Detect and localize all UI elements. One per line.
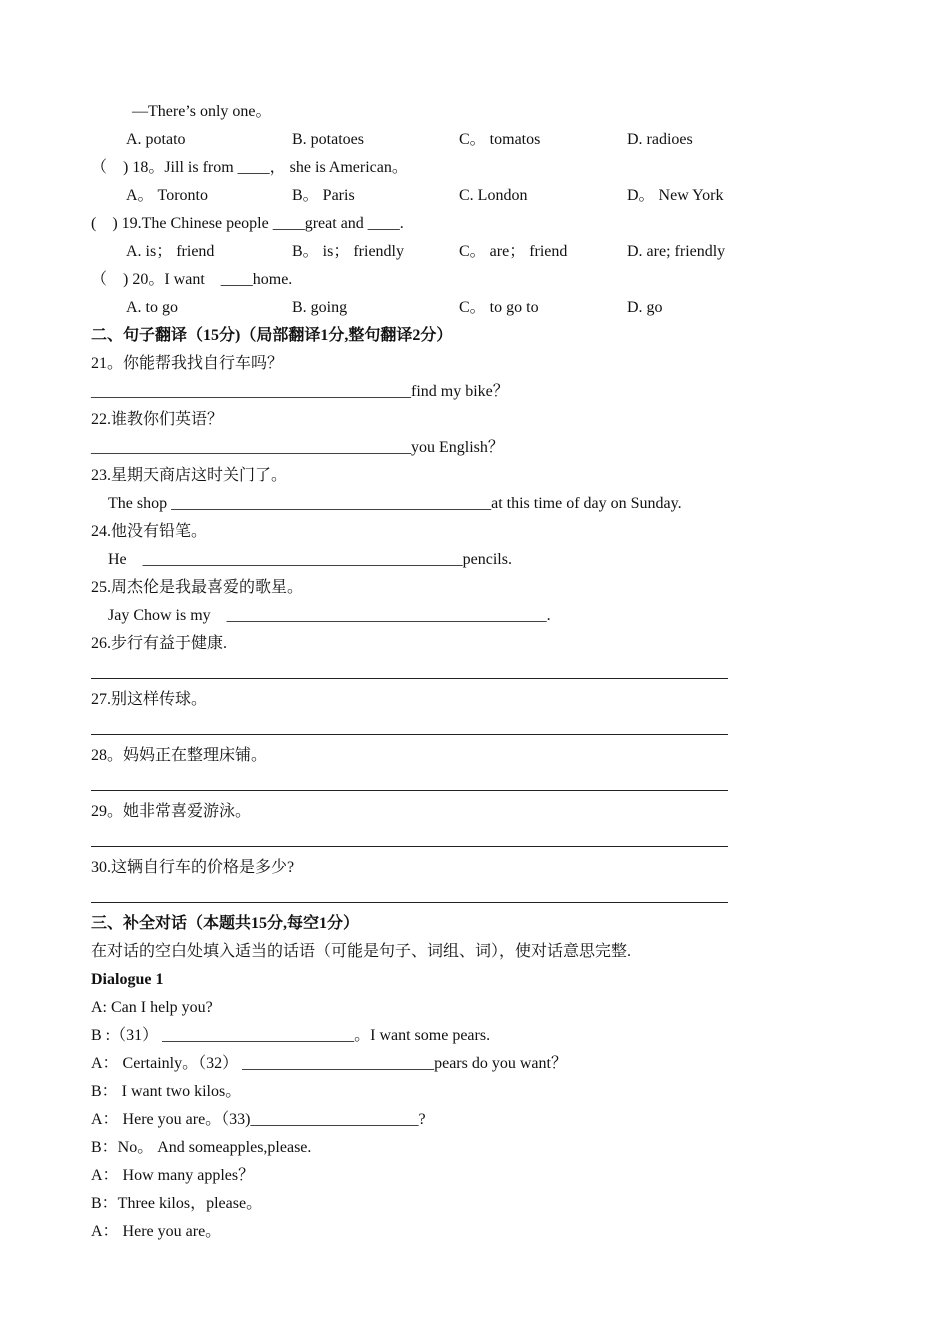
q17-option-a: A. potato: [126, 131, 186, 148]
q18-option-b: B。 Paris: [292, 187, 355, 204]
dialogue-line: A: Can I help you?: [91, 999, 213, 1016]
q17-option-c: C。 tomatos: [459, 131, 541, 148]
q22-prompt: 22.谁教你们英语？: [91, 411, 224, 428]
q20-option-b: B. going: [292, 299, 348, 316]
dialogue-line: A： Here you are。: [91, 1223, 222, 1240]
q24-prompt: 24.他没有铅笔。: [91, 523, 208, 540]
q21-prompt: 21。你能帮我找自行车吗？: [91, 355, 284, 372]
section3-instruction: 在对话的空白处填入适当的话语（可能是句子、词组、词），使对话意思完整.: [91, 943, 632, 960]
q23-prompt: 23.星期天商店这时关门了。: [91, 467, 288, 484]
dialogue-line: A： How many apples？: [91, 1167, 255, 1184]
q25-prompt: 25.周杰伦是我最喜爱的歌星。: [91, 579, 304, 596]
q17-option-d: D. radioes: [627, 131, 693, 148]
q26-prompt: 26.步行有益于健康.: [91, 635, 228, 652]
q20-stem: （ ) 20。I want ____home.: [91, 271, 293, 288]
dialogue-line: B：No。 And someapples,please.: [91, 1139, 312, 1156]
dialogue-line: A： Here you are。（33)_____________________?: [91, 1111, 426, 1128]
q23-answer-line: The shop ________________________________________at this time of day on Sunday.: [108, 495, 682, 512]
q28-prompt: 28。妈妈正在整理床铺。: [91, 747, 268, 764]
dialogue-line: B：Three kilos，please。: [91, 1195, 263, 1212]
q19-option-b: B。 is； friendly: [292, 243, 404, 260]
q18-stem: （ ) 18。Jill is from ____， she is American。: [91, 159, 408, 176]
q20-option-a: A. to go: [126, 299, 178, 316]
q20-option-c: C。 to go to: [459, 299, 539, 316]
q28-answer-rule: [91, 790, 728, 791]
q18-option-a: A。 Toronto: [126, 187, 208, 204]
q27-answer-rule: [91, 734, 728, 735]
q30-prompt: 30.这辆自行车的价格是多少?: [91, 859, 295, 876]
q25-answer-line: Jay Chow is my ________________________________________.: [108, 607, 551, 624]
q24-answer-line: He ________________________________________pencils.: [108, 551, 512, 568]
dialogue-line: B： I want two kilos。: [91, 1083, 242, 1100]
section2-heading: 二、句子翻译（15分)（局部翻译1分,整句翻译2分）: [91, 327, 453, 344]
q17-option-b: B. potatoes: [292, 131, 364, 148]
q22-answer-line: ________________________________________you English？: [91, 439, 504, 456]
q20-option-d: D. go: [627, 299, 663, 316]
q29-prompt: 29。她非常喜爱游泳。: [91, 803, 252, 820]
dialogue-title: Dialogue 1: [91, 971, 164, 988]
dialogue-line: B :（31） ________________________。I want some pears.: [91, 1027, 491, 1044]
q29-answer-rule: [91, 846, 728, 847]
dialogue-line: A： Certainly。（32） ________________________pears do you want？: [91, 1055, 567, 1072]
q19-option-a: A. is； friend: [126, 243, 215, 260]
q18-option-d: D。 New York: [627, 187, 724, 204]
q18-option-c: C. London: [459, 187, 528, 204]
q30-answer-rule: [91, 902, 728, 903]
q19-option-d: D. are; friendly: [627, 243, 726, 260]
q26-answer-rule: [91, 678, 728, 679]
q21-answer-line: ________________________________________find my bike？: [91, 383, 509, 400]
q19-stem: ( ) 19.The Chinese people ____great and ____.: [91, 215, 404, 232]
q27-prompt: 27.别这样传球。: [91, 691, 208, 708]
section3-heading: 三、补全对话（本题共15分,每空1分）: [91, 915, 360, 932]
q19-option-c: C。 are； friend: [459, 243, 568, 260]
q17-answer-line: —There’s only one。: [132, 103, 272, 120]
